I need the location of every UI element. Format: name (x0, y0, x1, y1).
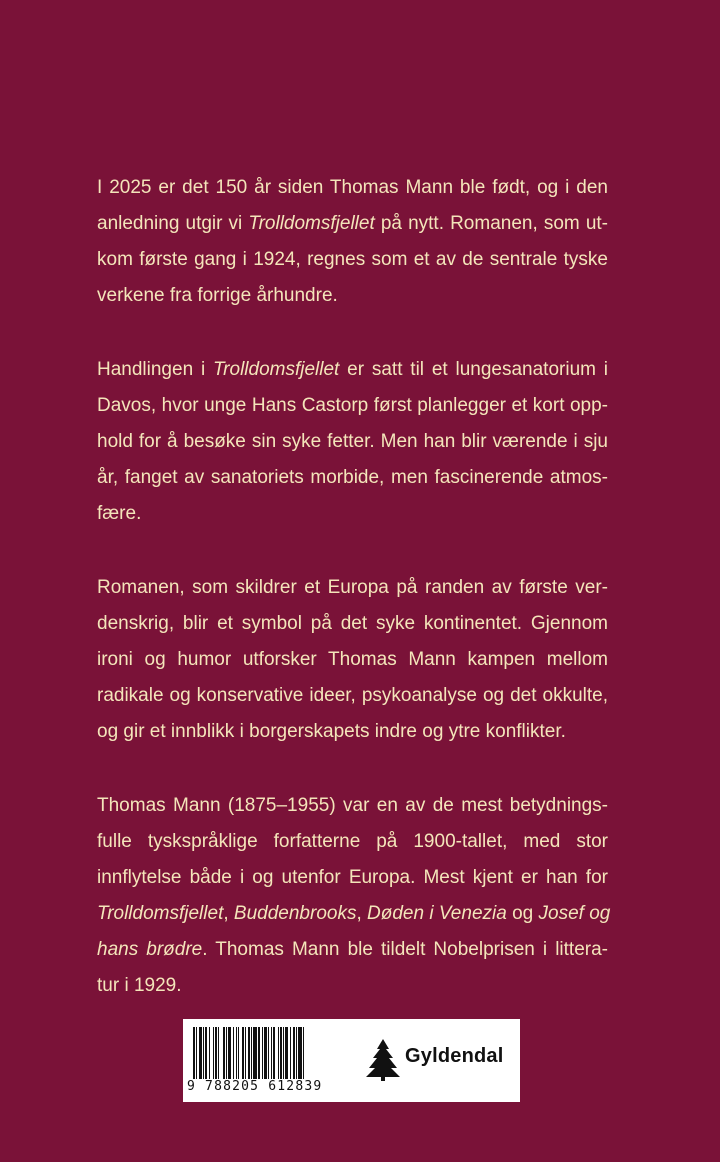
barcode-bar (258, 1027, 260, 1079)
barcode-bar (233, 1027, 234, 1079)
barcode-bar (248, 1027, 250, 1079)
barcode-bar (290, 1027, 291, 1079)
barcode-bar (238, 1027, 239, 1079)
text-line (97, 968, 608, 1004)
italic-title: Trolldomsfjellet (248, 213, 375, 234)
barcode-bar (215, 1027, 217, 1079)
text-line (97, 642, 608, 678)
text-run: Thomas Mann (1875–1955) var en av de mest betydnings- (97, 795, 608, 816)
barcode-bar (193, 1027, 195, 1079)
barcode-bar (298, 1027, 302, 1079)
barcode-bar (264, 1027, 267, 1079)
barcode-bar (251, 1027, 252, 1079)
paragraph (97, 570, 608, 750)
paragraph (97, 352, 608, 532)
text-run: denskrig, blir et symbol på det syke kontinentet. Gjennom (97, 613, 608, 634)
text-line (97, 678, 608, 714)
barcode-bar (303, 1027, 304, 1079)
barcode-bar (203, 1027, 204, 1079)
barcode-bar (209, 1027, 210, 1079)
text-run: og (506, 903, 539, 924)
text-run: tur i 1929. (97, 975, 182, 996)
barcode-bar (245, 1027, 246, 1079)
barcode-bar (228, 1027, 231, 1079)
text-run: på nytt. Romanen, som ut- (374, 213, 608, 234)
barcode-bar (293, 1027, 295, 1079)
text-run: , (356, 903, 368, 924)
text-run: fære. (97, 503, 142, 524)
italic-title: Buddenbrooks (233, 903, 357, 924)
italic-title: Døden i Venezia (367, 903, 507, 924)
barcode-bar (242, 1027, 244, 1079)
text-run: Davos, hvor unge Hans Castorp først planlegger et kort opp- (97, 395, 608, 416)
text-line (97, 932, 608, 968)
paragraph (97, 170, 608, 314)
text-run: ironi og humor utforsker Thomas Mann kampen mellom (97, 649, 608, 670)
text-run: innflytelse både i og utenfor Europa. Mest kjent er han for (97, 867, 608, 888)
barcode-bar (196, 1027, 197, 1079)
text-line (97, 424, 608, 460)
barcode-bar (273, 1027, 275, 1079)
text-line (97, 788, 608, 824)
italic-title: Trolldomsfjellet (212, 359, 340, 380)
text-line (97, 714, 608, 750)
barcode-bar (268, 1027, 269, 1079)
italic-title: Josef og (538, 903, 611, 924)
barcode-bar (280, 1027, 282, 1079)
text-line (97, 278, 608, 314)
barcode-bar (213, 1027, 214, 1079)
text-line (97, 206, 608, 242)
blurb-text (97, 170, 611, 1042)
text-line (97, 860, 608, 896)
publisher-name: Gyldendal (405, 1045, 504, 1067)
barcode-bar (218, 1027, 219, 1079)
text-run: anledning utgir vi (97, 213, 249, 234)
text-run: radikale og konservative ideer, psykoanalyse og det okkulte, (97, 685, 608, 706)
text-run: , (223, 903, 234, 924)
barcode-bar (199, 1027, 202, 1079)
italic-title: hans brødre (97, 939, 203, 960)
text-line (97, 388, 608, 424)
text-run: Handlingen i (97, 359, 213, 380)
barcode-bar (283, 1027, 284, 1079)
barcode-bar (278, 1027, 279, 1079)
isbn-number: 9 788205 612839 (187, 1079, 323, 1094)
text-run: hold for å besøke sin syke fetter. Men han blir værende i sju (97, 431, 608, 452)
barcode-bar (223, 1027, 225, 1079)
text-run: og gir et innblikk i borgerskapets indre og ytre konflikter. (97, 721, 566, 742)
barcode-bar (296, 1027, 297, 1079)
barcode-bar (271, 1027, 272, 1079)
text-line (97, 496, 608, 532)
fir-tree-icon (363, 1037, 403, 1081)
barcode-bar (236, 1027, 237, 1079)
text-line (97, 460, 608, 496)
text-run: år, fanget av sanatoriets morbide, men fascinerende atmos- (97, 467, 608, 488)
text-line (97, 896, 611, 932)
italic-title: Trolldomsfjellet (97, 903, 224, 924)
barcode-panel (183, 1019, 520, 1102)
text-run: kom første gang i 1924, regnes som et av de sentrale tyske (97, 249, 608, 270)
text-run: I 2025 er det 150 år siden Thomas Mann ble født, og i den (97, 177, 608, 198)
barcode-bar (226, 1027, 227, 1079)
text-run: Romanen, som skildrer et Europa på randen av første ver- (97, 577, 608, 598)
barcode-bar (262, 1027, 263, 1079)
text-line (97, 170, 608, 206)
barcode-bar (285, 1027, 288, 1079)
text-run: er satt til et lungesanatorium i (339, 359, 608, 380)
barcode-bar (205, 1027, 207, 1079)
text-line (97, 824, 608, 860)
text-line (97, 570, 608, 606)
text-line (97, 606, 608, 642)
text-run: fulle tyskspråklige forfatterne på 1900-tallet, med stor (97, 831, 608, 852)
isbn-barcode (191, 1027, 351, 1079)
text-line (97, 352, 608, 388)
text-line (97, 242, 608, 278)
paragraph (97, 788, 611, 1004)
text-run: verkene fra forrige århundre. (97, 285, 338, 306)
text-run: . Thomas Mann ble tildelt Nobelprisen i littera- (202, 939, 608, 960)
barcode-bar (253, 1027, 257, 1079)
